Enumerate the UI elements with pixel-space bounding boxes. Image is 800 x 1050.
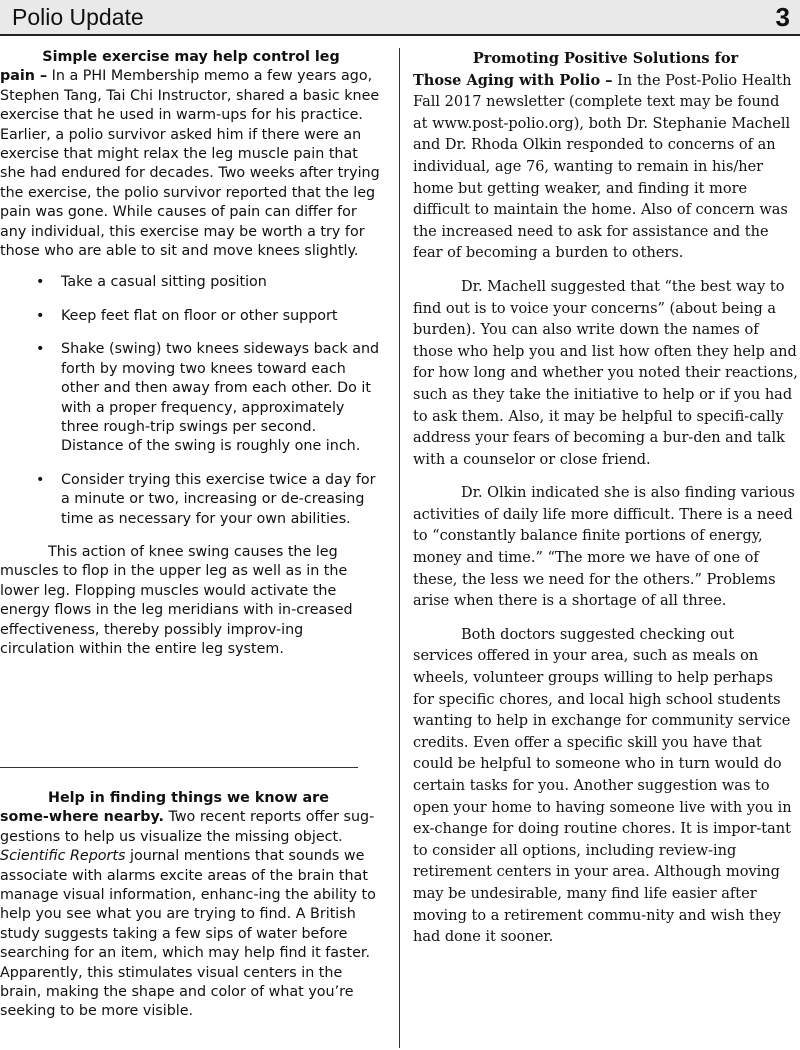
article-positive-solutions-heading-line1: Promoting Positive Solutions for: [472, 50, 739, 67]
page-header: [0, 0, 800, 36]
article-positive-solutions-p2: Dr. Machell suggested that “the best way to find out is to voice your concerns” (about being a burden). You can also write down the names of those who help you and list how often they help and for how long and whether you noted their reactions, such as they take the initiative to help or if you had to ask them. Also, it may be helpful to specifi-cally address your fears of becoming a bur-den and talk with a counselor or close friend.: [413, 278, 798, 468]
bullet-icon: •: [36, 307, 45, 324]
list-item-text: Shake (swing) two knees sideways back and forth by moving two knees toward each other and then away from each other. Do it with a proper frequency, approximately three rough-trip swings per second. Distance of the swing is roughly one inch.: [61, 341, 380, 455]
article-positive-solutions-p1: In the Post-Polio Health Fall 2017 newsletter (complete text may be found at www.post-polio.org), both Dr. Stephanie Machell and Dr. Rhoda Olkin responded to concerns of an individual, age 76, wanting to remain in his/her home but getting weaker, and finding it more difficult to maintain the home. Also of concern was the increased need to ask for assistance and the fear of becoming a burden to others.: [413, 72, 792, 262]
article-leg-pain-heading-line1: Simple exercise may help control leg: [42, 49, 340, 65]
list-item-text: Consider trying this exercise twice a day for a minute or two, increasing or de-creasing time as necessary for your own abilities.: [61, 471, 376, 527]
bullet-icon: •: [36, 341, 45, 358]
right-column: [413, 48, 798, 949]
exercise-steps-list: [0, 273, 382, 528]
left-column: [0, 48, 382, 659]
article-leg-pain-body: In a PHI Membership memo a few years ago, Stephen Tang, Tai Chi Instructor, shared a basic knee exercise that he used in warm-ups for his practice. Earlier, a polio survivor asked him if there were an exercise that might relax the leg muscle pain that she had endured for decades. Two weeks after trying the exercise, the polio survivor reported that the leg pain was gone. While causes of pain can differ for any individual, this exercise may be worth a try for those who are able to sit and move knees slightly.: [0, 68, 380, 260]
bullet-icon: •: [36, 471, 45, 488]
article-positive-solutions-intro: [413, 48, 798, 265]
article-positive-solutions-p3: Dr. Olkin indicated she is also finding various activities of daily life more difficult. There is a need to “constantly balance finite portions of energy, money and time.” “The more we have of one of these, the less we need for the others.” Problems arise when there is a shortage of all three.: [413, 485, 795, 610]
list-item: [0, 273, 382, 292]
newsletter-title: Polio Update: [12, 4, 144, 30]
article-positive-solutions-heading-line2: Those Aging with Polio –: [413, 71, 613, 89]
article-leg-pain-closing: This action of knee swing causes the leg muscles to flop in the upper leg as well as in the lower leg. Flopping muscles would activate the energy flows in the leg meridians with in-creased effectiveness, thereby possibly improv-ing circulation within the entire leg system.: [0, 543, 353, 657]
section-divider: [0, 767, 358, 768]
list-item: [0, 340, 382, 456]
list-item: [0, 307, 382, 326]
article-finding-things: [0, 789, 382, 1022]
article-finding-things-body-b: journal mentions that sounds we associate with alarms excite areas of the brain that manage visual information, enhanc-ing the ability to help you see what you are trying to find. A British study suggests taking a few sips of water before searching for an item, which may help find it faster. Apparently, this stimulates visual centers in the brain, making the shape and color of what you’re seeking to be more visible.: [0, 848, 376, 1020]
article-positive-solutions-p4: Both doctors suggested checking out services offered in your area, such as meals on wheels, volunteer groups willing to help perhaps for specific chores, and local high school students wanting to help in exchange for community service credits. Even offer a specific skill you have that could be helpful to someone who in turn would do certain tasks for you. Another suggestion was to open your home to having someone live with you in ex-change for doing routine chores. It is impor-tant to consider all options, including review-ing retirement centers in your area. Although moving may be undesirable, many find life easier after moving to a retirement commu-nity and wish they had done it sooner.: [413, 626, 792, 946]
list-item-text: Take a casual sitting position: [61, 274, 267, 291]
article-leg-pain-heading-line2: pain –: [0, 68, 48, 85]
article-finding-things-text: [0, 789, 382, 1022]
list-item: [0, 471, 382, 529]
bullet-icon: •: [36, 274, 45, 291]
article-leg-pain-intro: [0, 48, 382, 261]
list-item-text: Keep feet flat on floor or other support: [61, 307, 338, 324]
journal-name: Scientific Reports: [0, 848, 126, 865]
column-divider: [399, 48, 400, 1048]
page-number: 3: [775, 2, 790, 32]
article-leg-pain: [0, 48, 382, 659]
article-finding-things-body-a: Two recent reports offer sug-gestions to help us visualize the missing object.: [0, 809, 375, 845]
article-finding-things-heading: Help in finding things we know are some-where nearby.: [0, 790, 329, 826]
